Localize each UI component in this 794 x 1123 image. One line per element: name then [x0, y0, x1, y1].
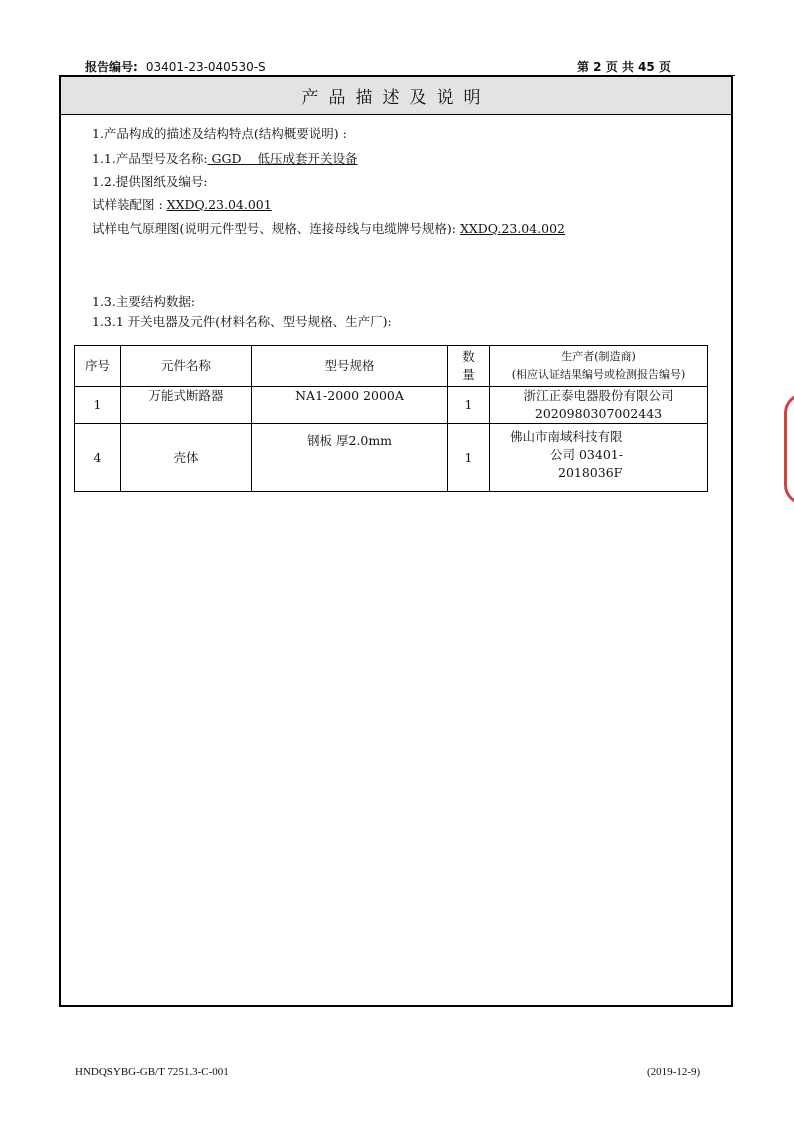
- row-maker-name: 佛山市南域科技有限: [510, 429, 623, 444]
- document-date: (2019-12-9): [647, 1066, 701, 1078]
- col-header-seq: 序号: [75, 346, 121, 387]
- page-title: 产品描述及说明: [61, 77, 731, 115]
- col-header-qty-bottom: 量: [462, 367, 475, 382]
- report-number-value: 03401-23-040530-S: [145, 60, 266, 74]
- col-header-maker-label: 生产者(制造商): [561, 350, 636, 363]
- col-header-qty-top: 数: [462, 349, 475, 364]
- row-qty: 1: [448, 424, 490, 492]
- row-component-name: 万能式断路器: [121, 387, 252, 424]
- col-header-spec: 型号规格: [252, 346, 448, 387]
- assembly-drawing-number: XXDQ.23.04.001: [166, 197, 272, 212]
- report-number-label: 报告编号:: [85, 60, 138, 74]
- table-header-row: [75, 346, 708, 387]
- col-header-maker-note: (相应认证结果编号或检测报告编号): [511, 368, 686, 381]
- assembly-drawing-label: 试样装配图 :: [92, 197, 163, 212]
- model-line: [92, 149, 357, 167]
- row-seq: 1: [75, 387, 121, 424]
- report-number-header: [85, 58, 266, 75]
- col-header-qty: [448, 346, 490, 387]
- table-row: [75, 387, 708, 424]
- schematic-drawing-number: XXDQ.23.04.002: [459, 221, 565, 236]
- row-maker-name-cont: 公司 03401-: [550, 447, 623, 462]
- section-1-3-heading: 1.3.主要结构数据:: [92, 294, 196, 309]
- table-row: [75, 424, 708, 492]
- assembly-drawing-line: [92, 195, 272, 213]
- col-header-maker: [490, 346, 708, 387]
- row-maker: [490, 387, 708, 424]
- row-spec: NA1-2000 2000A: [252, 387, 448, 424]
- schematic-drawing-label: 试样电气原理图(说明元件型号、规格、连接母线与电缆牌号规格):: [92, 221, 456, 236]
- page-indicator: 第 2 页 共 45 页: [577, 60, 671, 74]
- section-1-heading: 1.产品构成的描述及结构特点(结构概要说明) :: [92, 126, 347, 141]
- seal-stamp-edge: [784, 393, 794, 505]
- row-maker-cert: 2018036F: [558, 465, 623, 480]
- page-frame: [59, 75, 733, 1007]
- model-value: GGD 低压成套开关设备: [207, 151, 358, 166]
- row-maker-name: 浙江正泰电器股份有限公司: [523, 388, 674, 403]
- schematic-drawing-line: [92, 219, 565, 237]
- model-label: 1.1.产品型号及名称:: [92, 151, 208, 166]
- row-spec: 钢板 厚2.0mm: [252, 424, 448, 492]
- row-maker: [490, 424, 708, 492]
- row-maker-cert: 2020980307002443: [534, 406, 663, 421]
- document-code: HNDQSYBG-GB/T 7251.3-C-001: [75, 1066, 229, 1078]
- section-1-3-1-heading: 1.3.1 开关电器及元件(材料名称、型号规格、生产厂):: [92, 314, 392, 329]
- row-seq: 4: [75, 424, 121, 492]
- col-header-name: 元件名称: [121, 346, 252, 387]
- components-table: [74, 345, 708, 492]
- row-component-name: 壳体: [121, 424, 252, 492]
- drawings-label: 1.2.提供图纸及编号:: [92, 174, 208, 189]
- row-qty: 1: [448, 387, 490, 424]
